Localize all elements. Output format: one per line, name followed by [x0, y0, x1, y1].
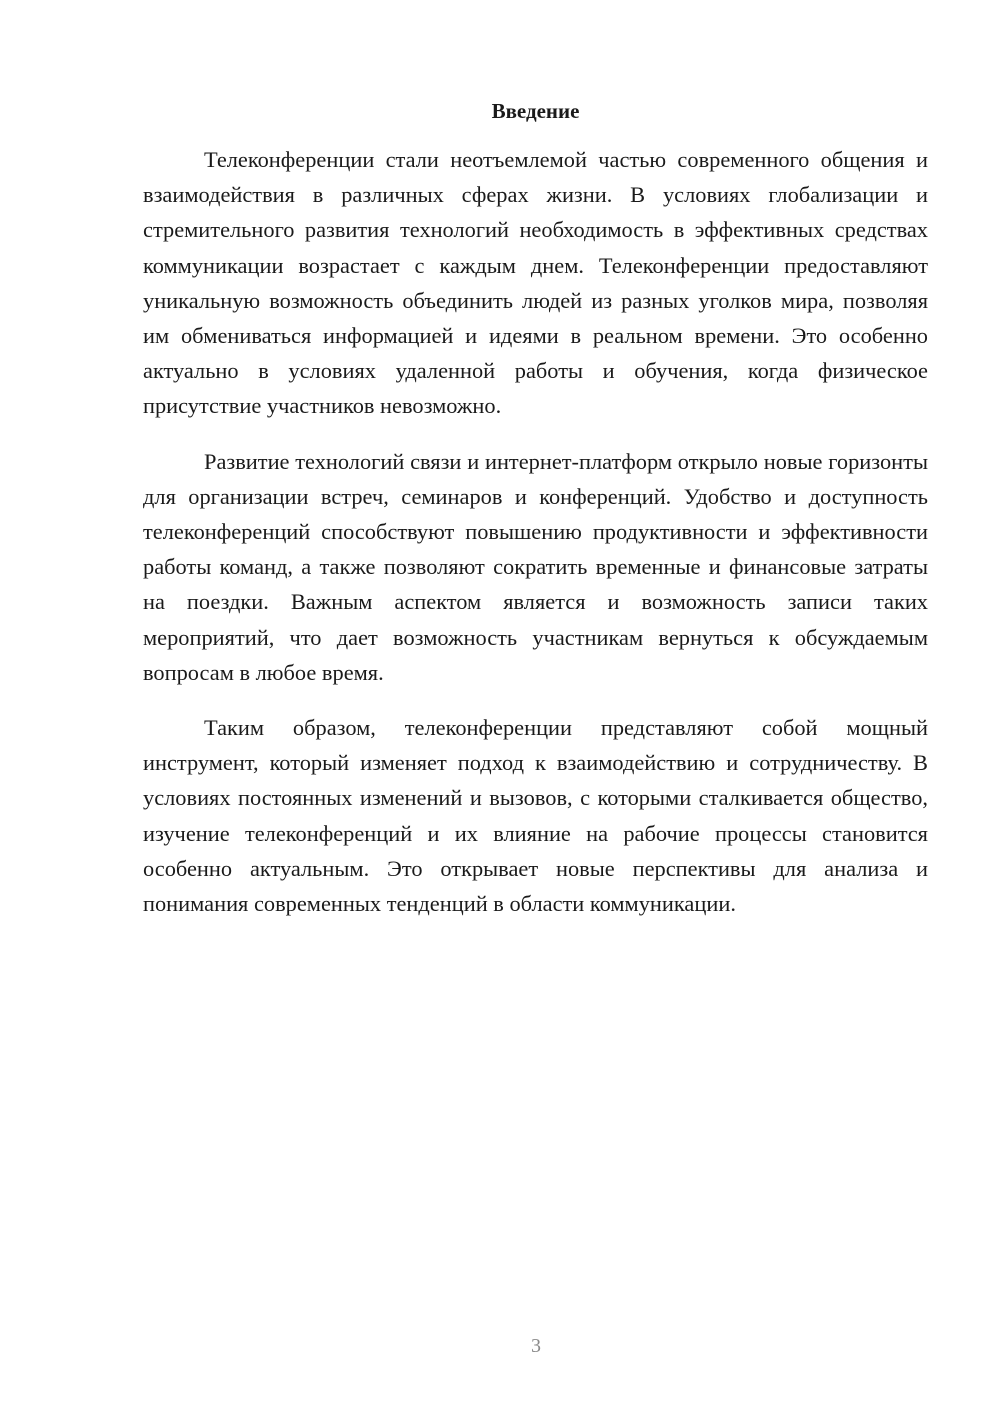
- page-content: [143, 96, 928, 921]
- paragraph-1: Телеконференции стали неотъемлемой частью современного общения и взаимодействия в различных сферах жизни. В условиях глобализации и стремительного развития технологий необходимость в эффективных средствах коммуникации возрастает с каждым днем. Телеконференции предоставляют уникальную возможность объединить людей из разных уголков мира, позволяя им обмениваться информацией и идеями в реальном времени. Это особенно актуально в условиях удаленной работы и обучения, когда физическое присутствие участников невозможно.: [143, 147, 928, 419]
- page-number: 3: [531, 1335, 541, 1357]
- paragraph-3: Таким образом, телеконференции представляют собой мощный инструмент, который изменяет подход к взаимодействию и сотрудничеству. В условиях постоянных изменений и вызовов, с которыми сталкивается общество, изучение телеконференций и их влияние на рабочие процессы становится особенно актуальным. Это открывает новые перспективы для анализа и понимания современных тенденций в области коммуникации.: [143, 715, 928, 917]
- paragraph-2: Развитие технологий связи и интернет-платформ открыло новые горизонты для организации встреч, семинаров и конференций. Удобство и доступность телеконференций способствуют повышению продуктивности и эффективности работы команд, а также позволяют сократить временные и финансовые затраты на поездки. Важным аспектом является и возможность записи таких мероприятий, что дает возможность участникам вернуться к обсуждаемым вопросам в любое время.: [143, 448, 928, 685]
- section-heading: Введение: [491, 99, 580, 123]
